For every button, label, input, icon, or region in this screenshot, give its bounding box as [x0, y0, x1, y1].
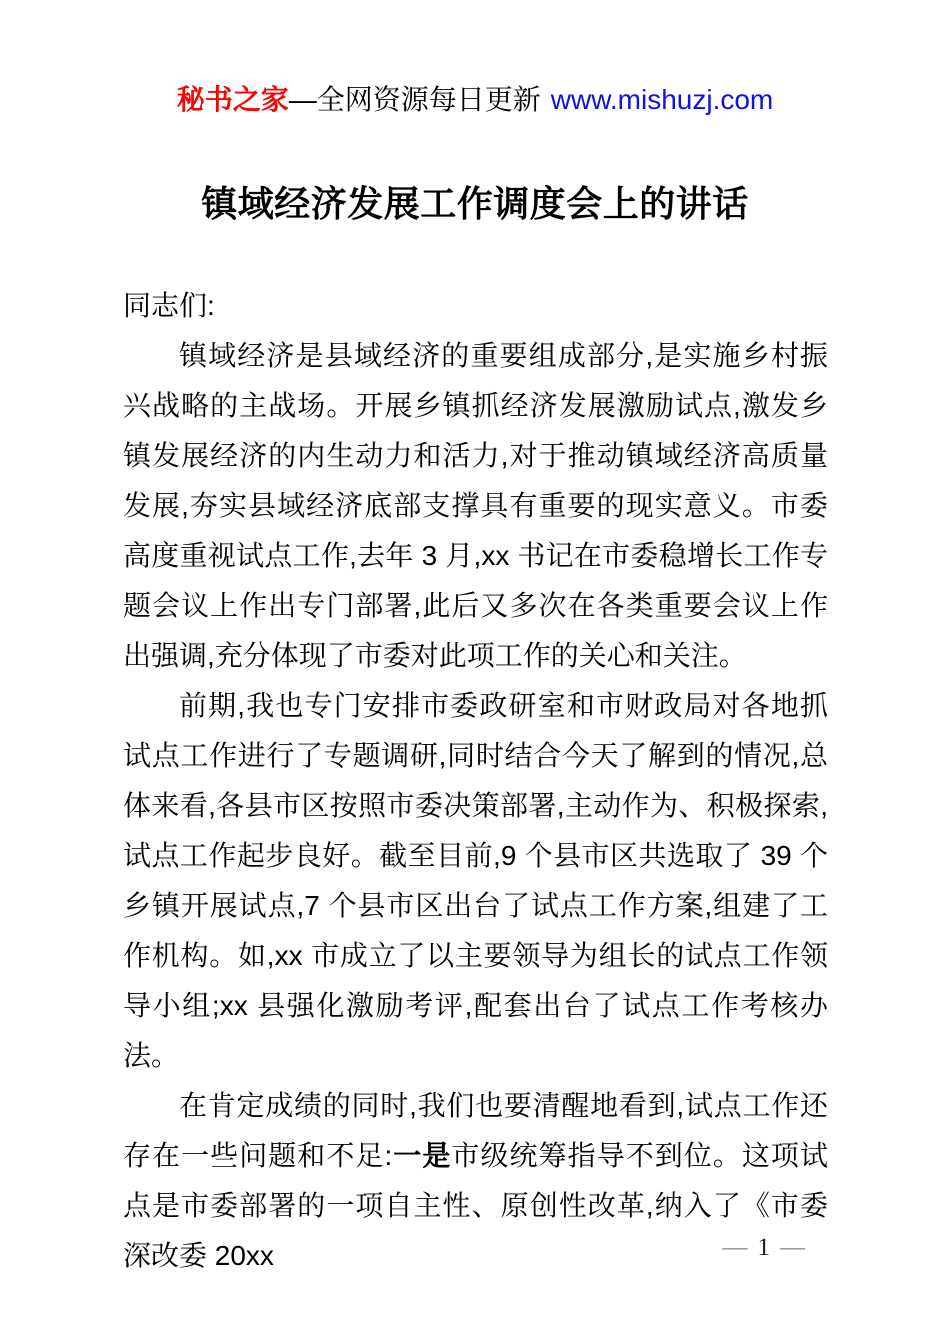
text-run: 镇域经济是县域经济的重要组成部分,是实施乡村振兴战略的主战场。开展乡镇抓经济发展激励试点,激发乡镇发展经济的内生动力和活力,对于推动镇域经济高质量发展,夯实县域经济底部支撑具有重要的现实意义。市委高度重视试点工作,去年 3 月,xx 书记在市委稳增长工作专题会议上作出专门部署,此后又多次在各类重要会议上作出强调,充分体现了市委对此项工作的关心和关注。 [123, 340, 828, 671]
document-title: 镇域经济发展工作调度会上的讲话 [201, 183, 749, 224]
text-run: 市级统筹指导不到位。这项试点是市委部署的一项自主性、原创性改革,纳入了《市委深改委 20xx [123, 1140, 828, 1271]
text-run: 在肯定成绩的同时,我们也要清醒地看到,试点工作还存在一些问题和不足: [123, 1090, 828, 1171]
site-header [0, 84, 950, 116]
text-run: 前期,我也专门安排市委政研室和市财政局对各地抓试点工作进行了专题调研,同时结合今天了解到的情况,总体来看,各县市区按照市委决策部署,主动作为、积极探索,试点工作起步良好。截至目前,9 个县市区共选取了 39 个乡镇开展试点,7 个县市区出台了试点工作方案,组建了工作机构。如,xx 市成立了以主要领导为组长的试点工作领导小组;xx 县强化激励考评,配套出台了试点工作考核办法。 [123, 690, 828, 1071]
site-tagline: 全网资源每日更新 [316, 84, 541, 115]
page-number-left-dash: — [722, 1234, 748, 1261]
bold-text-run: 一是 [392, 1140, 452, 1171]
text-run: 同志们: [123, 290, 215, 321]
page-number-value: 1 [757, 1234, 770, 1261]
document-body [123, 281, 828, 1281]
paragraph [123, 331, 828, 681]
page-number [723, 1233, 806, 1263]
site-url-link[interactable]: www.mishuzj.com [550, 84, 774, 115]
paragraph [123, 681, 828, 1081]
paragraph [123, 281, 828, 331]
site-name: 秘书之家 [176, 84, 289, 115]
header-separator: — [288, 84, 317, 115]
page-number-right-dash: — [780, 1234, 805, 1261]
